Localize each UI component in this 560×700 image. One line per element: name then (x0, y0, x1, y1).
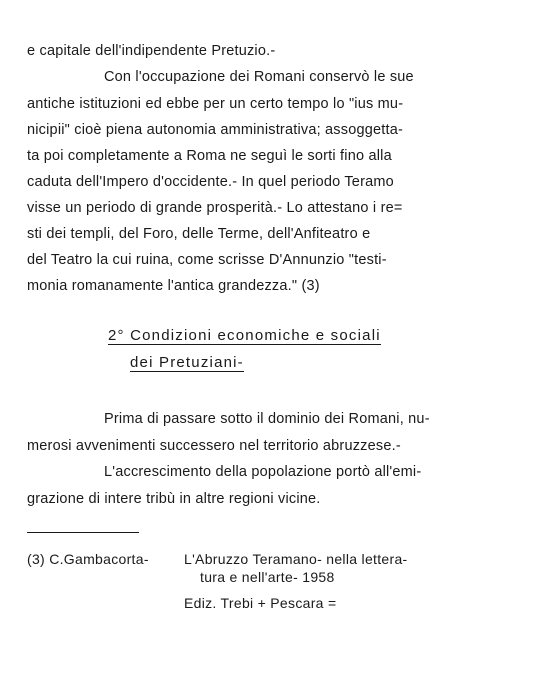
text-line: grazione di intere tribù in altre regioni vicine. (27, 491, 321, 507)
footnote-line: Ediz. Trebi + Pescara = (184, 595, 337, 611)
text-line: monia romanamente l'antica grandezza." (3) (27, 278, 320, 294)
section-heading-line2: dei Pretuziani- (130, 354, 244, 371)
footnote-line: tura e nell'arte- 1958 (200, 569, 335, 585)
text-line: Con l'occupazione dei Romani conservò le sue (104, 69, 414, 85)
text-line: ta poi completamente a Roma ne seguì le sorti fino alla (27, 148, 392, 164)
text-line: Prima di passare sotto il dominio dei Romani, nu- (104, 411, 430, 427)
section-heading (108, 327, 381, 345)
footnote-marker: (3) C.Gambacorta- (27, 551, 149, 567)
footnote-divider (27, 532, 139, 533)
text-line: caduta dell'Impero d'occidente.- In quel periodo Teramo (27, 174, 394, 190)
text-line: merosi avvenimenti successero nel territorio abruzzese.- (27, 438, 401, 454)
text-line: e capitale dell'indipendente Pretuzio.- (27, 43, 276, 59)
text-line: del Teatro la cui ruina, come scrisse D'Annunzio "testi- (27, 252, 387, 268)
footnote-line: L'Abruzzo Teramano- nella lettera- (184, 551, 408, 567)
text-line: sti dei templi, del Foro, delle Terme, dell'Anfiteatro e (27, 226, 371, 242)
text-line: nicipii" cioè piena autonomia amministrativa; assoggetta- (27, 122, 404, 138)
text-line: L'accrescimento della popolazione portò all'emi- (104, 464, 422, 480)
section-heading-line1: 2° Condizioni economiche e sociali (108, 327, 381, 344)
text-line: antiche istituzioni ed ebbe per un certo tempo lo "ius mu- (27, 96, 404, 112)
text-line: visse un periodo di grande prosperità.- Lo attestano i re= (27, 200, 403, 216)
section-heading-continued (130, 354, 244, 372)
